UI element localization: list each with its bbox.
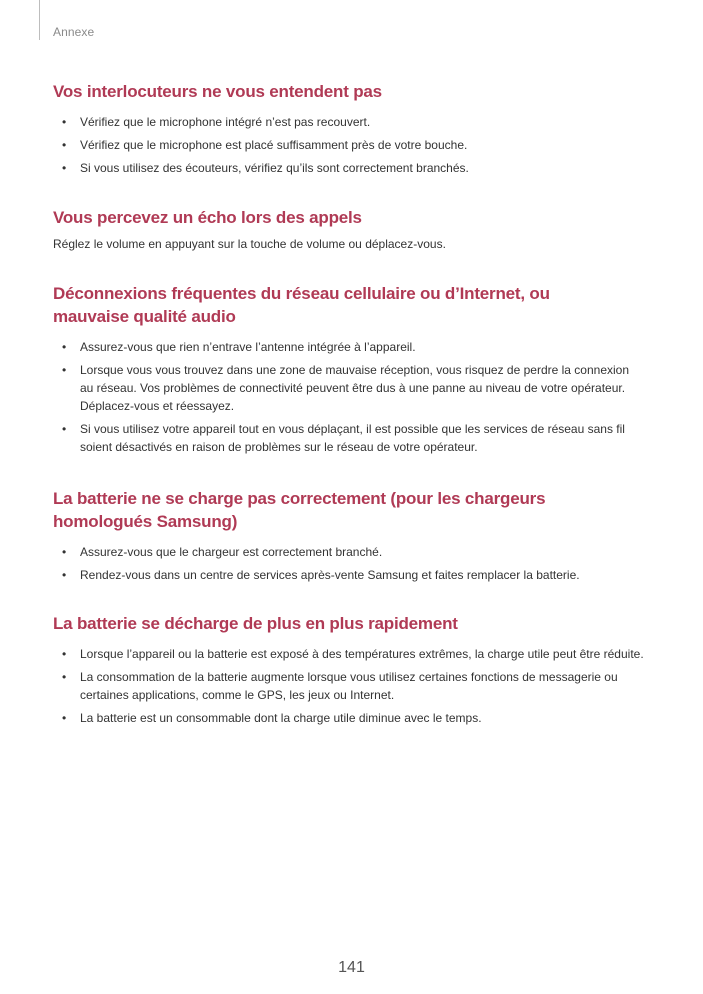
section-network-disconnects <box>53 282 645 456</box>
list-item: • Si vous utilisez votre appareil tout en vous déplaçant, il est possible que les services de réseau sans fil soient désactivés en raison de problèmes sur le réseau de votre opérateur. <box>53 420 645 456</box>
list-item: • Si vous utilisez des écouteurs, vérifiez qu’ils sont correctement branchés. <box>53 159 645 177</box>
list-item: • Assurez-vous que rien n’entrave l’antenne intégrée à l’appareil. <box>53 338 645 356</box>
list-item: • Vérifiez que le microphone intégré n’est pas recouvert. <box>53 113 645 131</box>
bullet-list <box>53 113 645 177</box>
section-paragraph: Réglez le volume en appuyant sur la touche de volume ou déplacez-vous. <box>53 237 446 251</box>
list-item: • La batterie est un consommable dont la charge utile diminue avec le temps. <box>53 709 645 727</box>
section-title: Vous percevez un écho lors des appels <box>53 208 362 227</box>
list-item: • La consommation de la batterie augmente lorsque vous utilisez certaines fonctions de messagerie ou certaines applications, comme le GPS, les jeux ou Internet. <box>53 668 645 704</box>
header-rule <box>39 0 40 40</box>
section-title: La batterie se décharge de plus en plus rapidement <box>53 614 458 633</box>
bullet-list <box>53 338 645 456</box>
section-title: Vos interlocuteurs ne vous entendent pas <box>53 82 382 101</box>
page-content <box>53 80 645 732</box>
bullet-list <box>53 543 645 584</box>
page-number: 141 <box>338 959 365 976</box>
list-item: • Assurez-vous que le chargeur est correctement branché. <box>53 543 645 561</box>
section-battery-drains <box>53 612 645 727</box>
section-title: La batterie ne se charge pas correctement (pour les chargeurs homologués Samsung) <box>53 489 546 531</box>
section-battery-not-charging <box>53 487 645 584</box>
list-item: • Vérifiez que le microphone est placé suffisamment près de votre bouche. <box>53 136 645 154</box>
list-item: • Lorsque vous vous trouvez dans une zone de mauvaise réception, vous risquez de perdre la connexion au réseau. Vos problèmes de connectivité peuvent être dus à une panne au niveau de votre opérateur. Déplacez-vous et réessayez. <box>53 361 645 415</box>
list-item: • Lorsque l’appareil ou la batterie est exposé à des températures extrêmes, la charge utile peut être réduite. <box>53 645 645 663</box>
section-echo <box>53 206 645 253</box>
bullet-list <box>53 645 645 727</box>
section-no-audio-heard <box>53 80 645 177</box>
list-item: • Rendez-vous dans un centre de services après-vente Samsung et faites remplacer la batterie. <box>53 566 645 584</box>
section-title: Déconnexions fréquentes du réseau cellulaire ou d’Internet, ou mauvaise qualité audio <box>53 284 550 326</box>
running-header: Annexe <box>53 25 95 39</box>
